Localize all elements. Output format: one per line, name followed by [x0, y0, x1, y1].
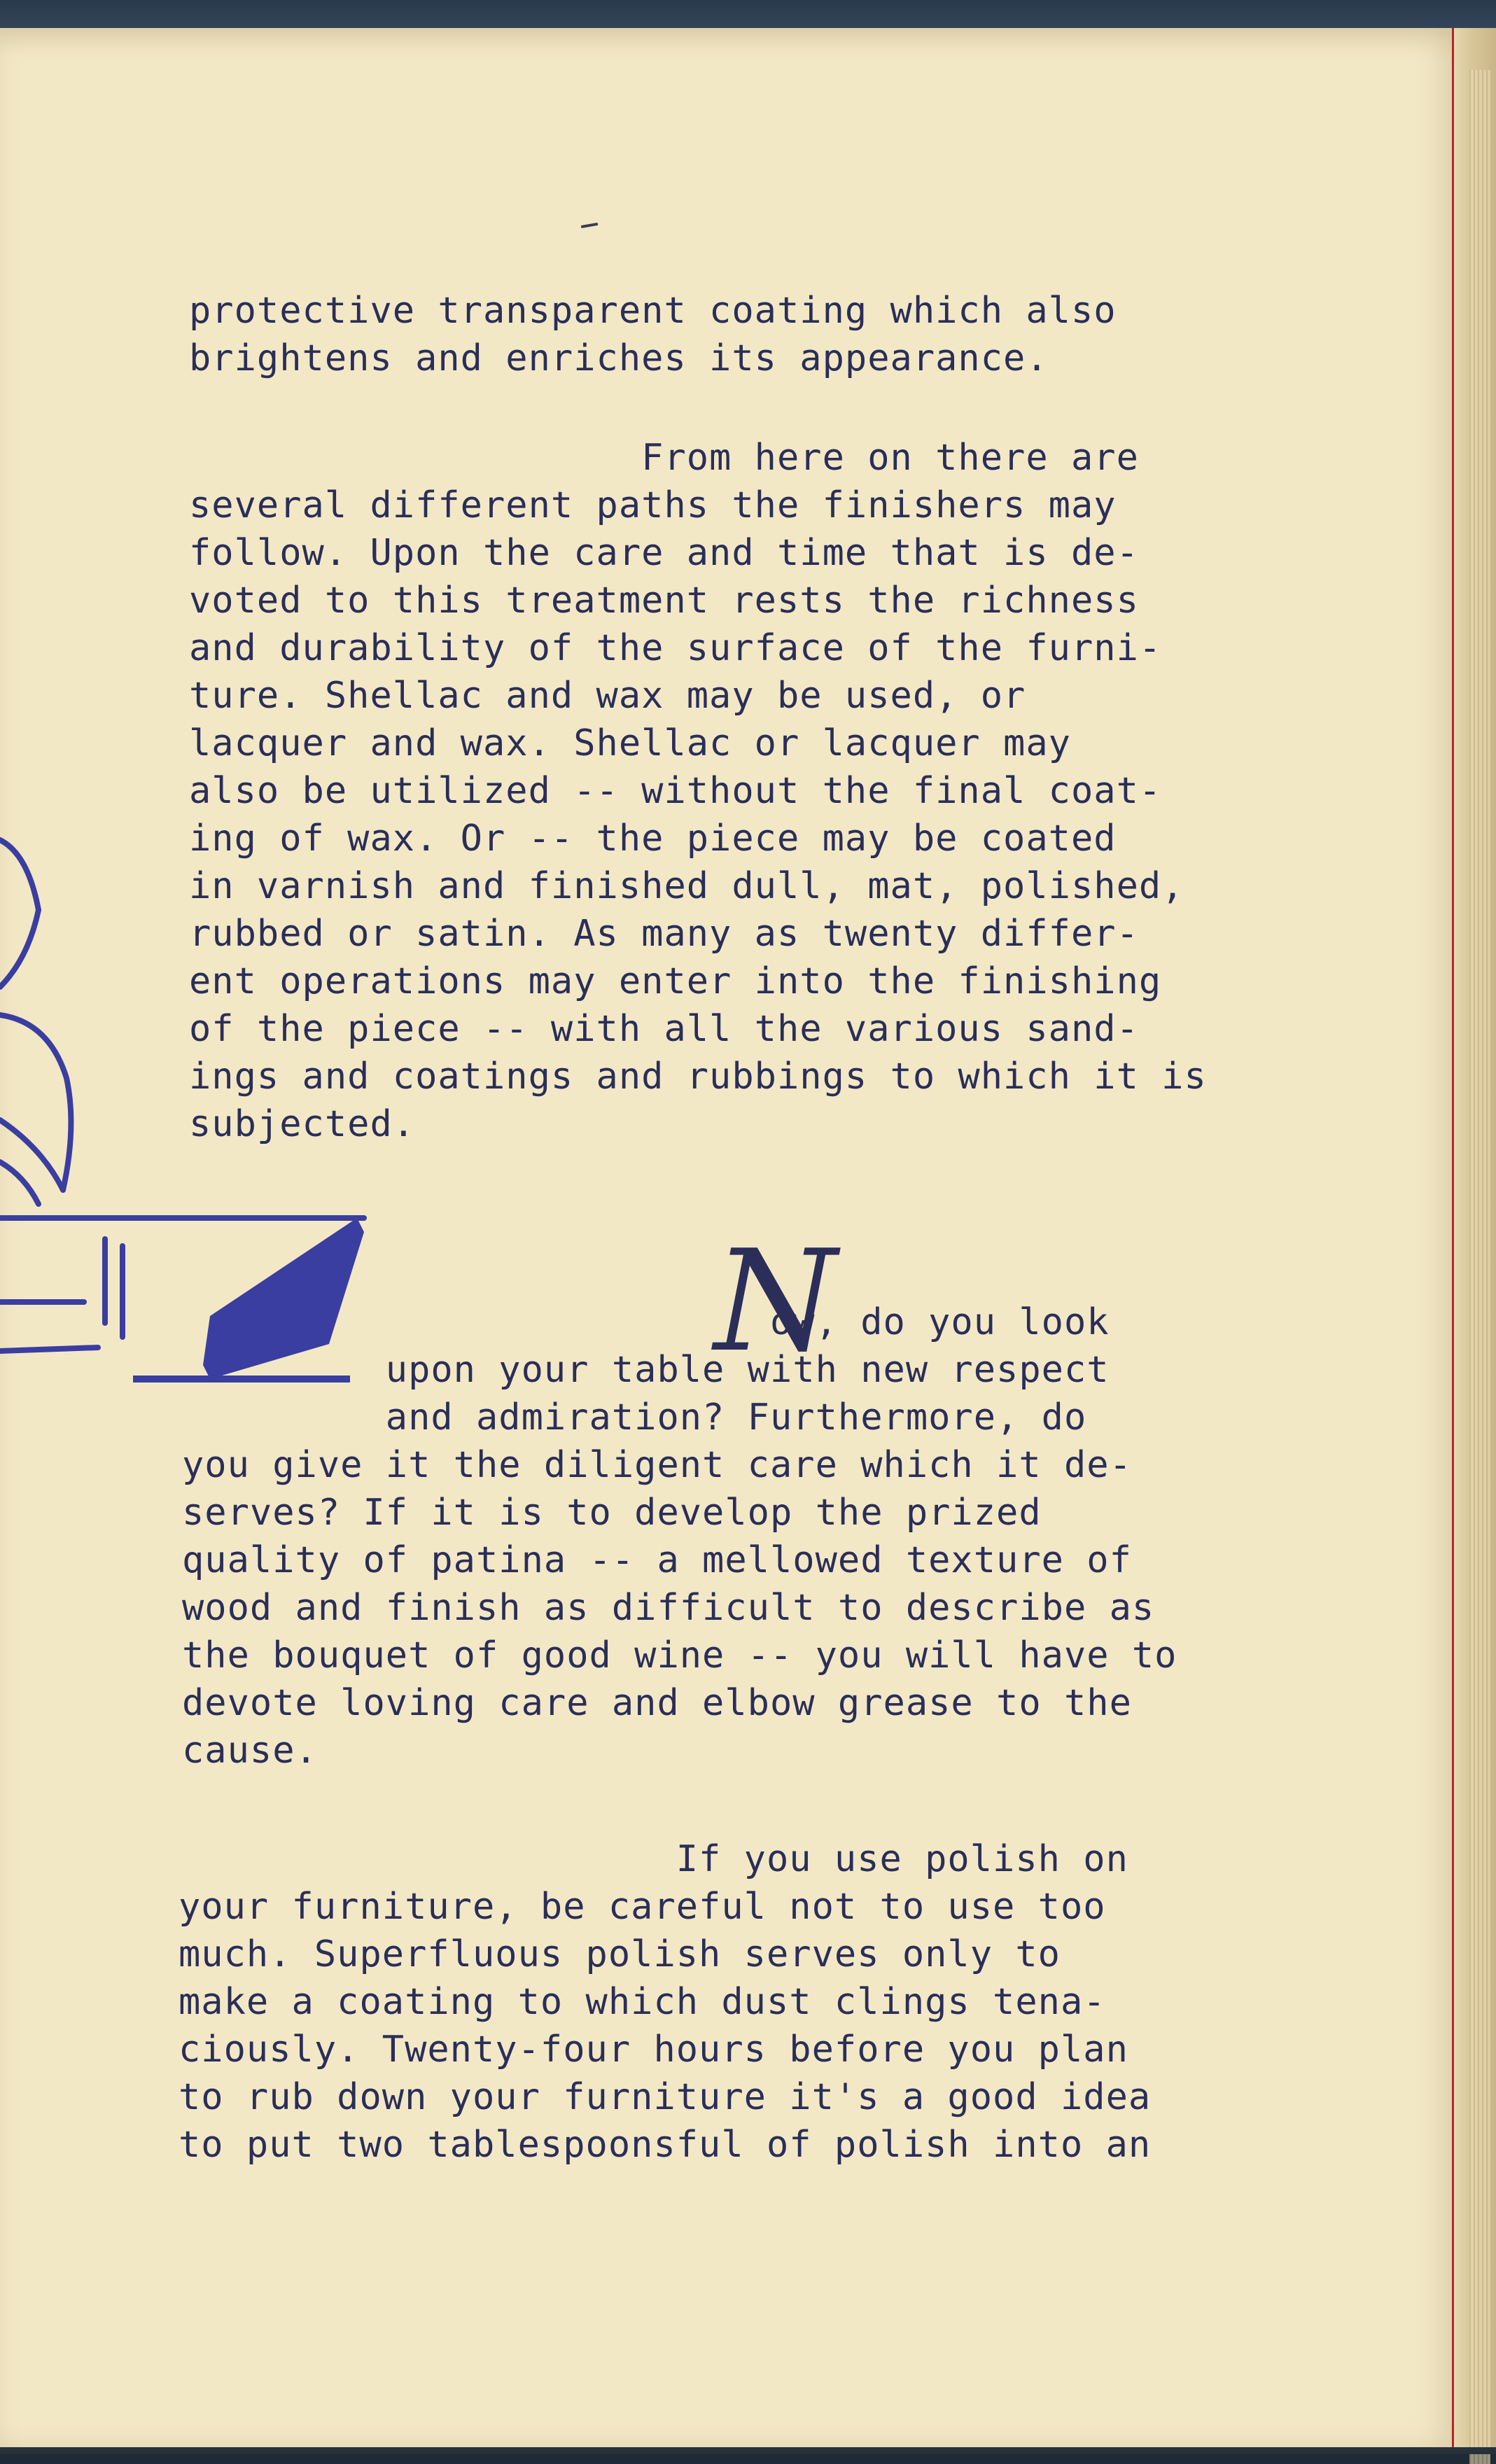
paragraph-polish-advice: If you use polish on your furniture, be careful not to use too much. Superfluous polish serves only to make a coating to which dust clings tena- ciously. Twenty-four hours before you plan to rub down your furniture it's a good idea to put two tablespoonsful of polish into an: [179, 1835, 1151, 2169]
figure-hand-outline: [0, 1120, 63, 1190]
drop-cap-letter: N: [714, 1232, 837, 1372]
table-lower-edge: [0, 1348, 98, 1351]
paragraph-table-respect: ow, do you look upon your table with new respect and admiration? Furthermore, do you give it the diligent care which it de- serves? If it is to develop the prized quality of patina -- a mellowed texture of wood and finish as difficult to describe as the bouquet of good wine -- you will have to devote loving care and elbow grease to the cause.: [182, 1298, 1177, 1774]
page-stack-lines: [1469, 70, 1490, 2464]
figure-arm-outline: [0, 1015, 71, 1190]
paragraph-protective-coating: protective transparent coating which also brightens and enriches its appearance.: [189, 287, 1117, 382]
figure-sleeve-outline: [0, 1162, 39, 1204]
figure-head-outline: [0, 840, 39, 987]
paragraph-finishing-paths: From here on there are several different paths the finishers may follow. Upon the care and time that is de- voted to this treatment rests the richness and durability of the surface of the furni- ture. Shellac and wax may be used, or lacquer and wax. Shellac or lacquer may also be utilized -- without the final coat- ing of wax. Or -- the piece may be coated in varnish and finished dull, mat, polished, rubbed or satin. As many as twenty differ- ent operations may enter into the finishing of the piece -- with all the various sand- ings and coatings and rubbings to which it is subjected.: [189, 434, 1207, 1148]
page-edge: [1452, 28, 1496, 2454]
book-cover-bottom: [0, 2447, 1496, 2454]
